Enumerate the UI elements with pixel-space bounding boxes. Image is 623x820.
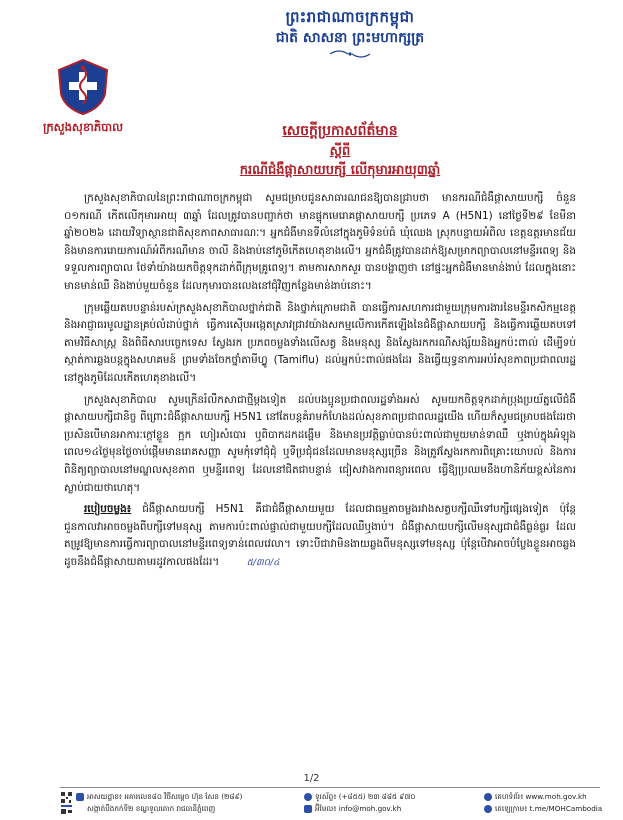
page-number: 1/2 — [303, 773, 320, 784]
qr-code-icon — [60, 791, 73, 815]
footer-divider — [60, 787, 600, 788]
national-motto: ជាតិ សាសនា ព្រះមហាក្សត្រ — [275, 30, 425, 46]
paragraph-transmission — [64, 501, 576, 572]
ornament-divider — [140, 48, 560, 63]
footer-contact — [304, 791, 474, 815]
footer-website[interactable]: គេហទំព័រ៖ www.moh.gov.kh — [495, 792, 587, 801]
ministry-block — [18, 58, 148, 137]
announcement-headings — [150, 121, 530, 180]
spacer-icon — [76, 805, 84, 813]
footer-address — [76, 791, 284, 815]
ministry-emblem-icon — [55, 58, 111, 116]
footer-phone[interactable]: ទូរស័ព្ទ៖ (+៨៥៥) ២៣ ៨៨៥ ៩៧០ — [315, 792, 416, 801]
telegram-icon — [484, 805, 492, 813]
footer-email[interactable]: អ៊ីមែល៖ info@moh.gov.kh — [315, 804, 402, 813]
kingdom-name: ព្រះរាជាណាចក្រកម្ពុជា — [285, 8, 415, 26]
address-line-1: អាសយដ្ឋាន៖ អគារលេខ៨០ វិថីសម្ដេច ហ៊ុន សែន (២៨៩) — [87, 792, 243, 801]
announcement-topic: ករណីជំងឺផ្ដាសាយបក្សី លើកុមារអាយុ៣ឆ្នាំ — [239, 163, 441, 178]
announcement-title: សេចក្ដីប្រកាសព័ត៌មាន — [282, 123, 398, 139]
kingdom-header — [140, 6, 560, 63]
announcement-about: ស្ដីពី — [329, 144, 351, 159]
initials-mark: ៥/៣០/៤ — [246, 557, 280, 568]
ministry-name: ក្រសួងសុខាភិបាល — [42, 120, 124, 134]
location-icon — [76, 793, 84, 801]
email-icon — [304, 805, 312, 813]
phone-icon — [304, 793, 312, 801]
announcement-body — [64, 190, 576, 572]
footer — [60, 791, 605, 817]
address-line-2: សង្កាត់បឹងកក់ទី២ ខណ្ឌទួលគោក រាជធានីភ្នំពេញ — [87, 804, 216, 813]
paragraph-case-report: ក្រសួងសុខាភិបាលនៃព្រះរាជាណាចក្រកម្ពុជា សូមជម្រាបជូនសាធារណជនឱ្យបានជ្រាបថា មានករណីជំងឺផ្ដាសាយបក្សី ចំនួន ០១ករណី កើតលើកុមារអាយុ ៣ឆ្នាំ ដែលត្រូវបានបញ្ជាក់ថា មានផ្ទុកមេរោគផ្ដាសាយបក្សី ប្រភេទ A (H5N1) នៅថ្ងៃទី២៩ ខែមីនា ឆ្នាំ២០២៦ ដោយវិទ្យាស្ថានជាតិសុខភាពសាធារណៈ។ អ្នកជំងឺមានទីលំនៅក្នុងភូមិទំនប់ធំ ឃុំឈេង ស្រុកបន្ទាយអំពិល ខេត្តឧត្ដរមានជ័យ និងមានការរោយការណ៍អំពីករណីមាន ចាលី និងងាប់នៅភូមិកើតហេតុខាងលើ។ អ្នកជំងឺត្រូវបានដាក់ឱ្យសម្រាកព្យាបាលនៅមន្ទីរពេទ្យ និងទទួលការព្យាបាល ថែទាំយ៉ាងយកចិត្តទុកដាក់ពីក្រុមគ្រូពេទ្យ។ តាមការសាកសួរ បានបង្ហាញថា នៅផ្ទះអ្នកជំងឺមានមាន់ងាប់ ដែលក្នុងនោះមានមាន់ឈឺ និងងាប់មួយចំនួន ដែលកុមារបានលេងនៅជុំវិញកន្លែងមាន់ងាប់នោះ។ — [64, 192, 576, 292]
transmission-text: ជំងឺផ្ដាសាយបក្សី H5N1 គឺជាជំងឺផ្ដាសាយមួយ ដែលជាធម្មតាចម្លងរវាងសត្វបក្សីឈឺទៅបក្សីផ្សេងទៀត ប៉ុន្តែជួនកាលវាអាចចម្លងពីបក្សីទៅមនុស្ស តាមការប៉ះពាល់ផ្ទាល់ជាមួយបក្សីដែលឈឺឬងាប់។ ជំងឺផ្ដាសាយបក្សីលើមនុស្សជាជំងឺធ្ងន់ធ្ងរ ដែលតម្រូវឱ្យមានការធ្វើការព្យាបាលនៅមន្ទីរពេទ្យទាន់ពេលវេលា។ ទោះបីជាវាមិនងាយឆ្លងពីមនុស្សទៅមនុស្ស ប៉ុន្តែបើវាអាចបំប្លែងខ្លួនអាចឆ្លង ដូចនឹងជំងឺផ្ដាសាយតាមរដូវកាលផងដែរ។ — [64, 503, 576, 568]
footer-online — [484, 791, 606, 815]
paragraph-advice: ក្រសួងសុខាភិបាល សូមក្រើនរំលឹកសាជាថ្មីម្ដងទៀត ដល់បងប្អូនប្រជាពលរដ្ឋទាំងអស់ សូមយកចិត្តទុកដាក់ប្រុងប្រយ័ត្នលើជំងឺផ្ដាសាយបក្សីជានិច្ច ពីព្រោះជំងឺផ្ដាសាយបក្សី H5N1 នៅតែបន្តគំរាមកំហែងដល់សុខភាពប្រជាពលរដ្ឋយើង ហើយក៏សូមជម្រាបផងដែរថា ប្រសិនបើមានអាការៈក្ដៅខ្លួន ក្អក ហៀរសំបោរ ឬពិបាកដកដង្ហើម និងមានប្រវត្តិធ្លាប់បានប៉ះពាល់ជាមួយមាន់ទាឈឺ ឬងាប់ក្នុងអំឡុងពេល១៤ថ្ងៃមុនថ្ងៃចាប់ផ្ដើមមានរោគសញ្ញា សូមកុំទៅជុំជុំ ឬទីប្រជុំជនដែលមានមនុស្សច្រើន និងត្រូវស្វែងរកការពិគ្រោះយោបល់ និងការពិនិត្យព្យាបាលនៅមណ្ឌលសុខភាព ឬមន្ទីរពេទ្យ ដែលនៅជិតជាបន្ទាន់ ជៀសវាងការពន្យារពេល ធ្វើឱ្យប្រឈមនឹងហានិភ័យខ្ពស់នៃការស្លាប់ជាយថាហេតុ។ — [64, 393, 576, 494]
footer-telegram[interactable]: តេឡេក្រាម៖ t.me/MOHCambodia — [495, 804, 603, 813]
globe-icon — [484, 793, 492, 801]
paragraph-response: ក្រុមឆ្លើយតបបន្ទាន់របស់ក្រសួងសុខាភិបាលថ្នាក់ជាតិ និងថ្នាក់ក្រោមជាតិ បានធ្វើការសហការជាមួយក្រុមការងារនៃមន្ទីរកសិកម្មខេត្ត និងអាជ្ញាធរមូលដ្ឋានគ្រប់លំដាប់ថ្នាក់ ធ្វើការស៊ើបអង្កេតស្រាវជ្រាវយ៉ាងសកម្មលើការកើតឡើងនៃជំងឺផ្ដាសាយបក្សី និងធ្វើការឆ្លើយតបទៅតាមវិធីសាស្ត្រ និងពិធីសារបច្ចេកទេស ស្វែងរក ប្រភពចម្លងទាំងលើសត្វ និងមនុស្ស និងស្វែងរកករណីសង្ស័យនិងអ្នកប៉ះពាល់ ដើម្បីទប់ស្កាត់ការឆ្លងបន្តក្នុងសហគមន៍ ព្រមទាំងចែកថ្នាំតាមីហ្វ្លូ (Tamiflu) ដល់អ្នកប៉ះពាល់ផងដែរ និងធ្វើយុទ្ធនាការអប់រំសុខភាពប្រជាពលរដ្ឋនៅក្នុងភូមិដែលកើតហេតុខាងលើ។ — [64, 301, 576, 384]
transmission-label: របៀបចម្លង៖ — [84, 503, 132, 516]
